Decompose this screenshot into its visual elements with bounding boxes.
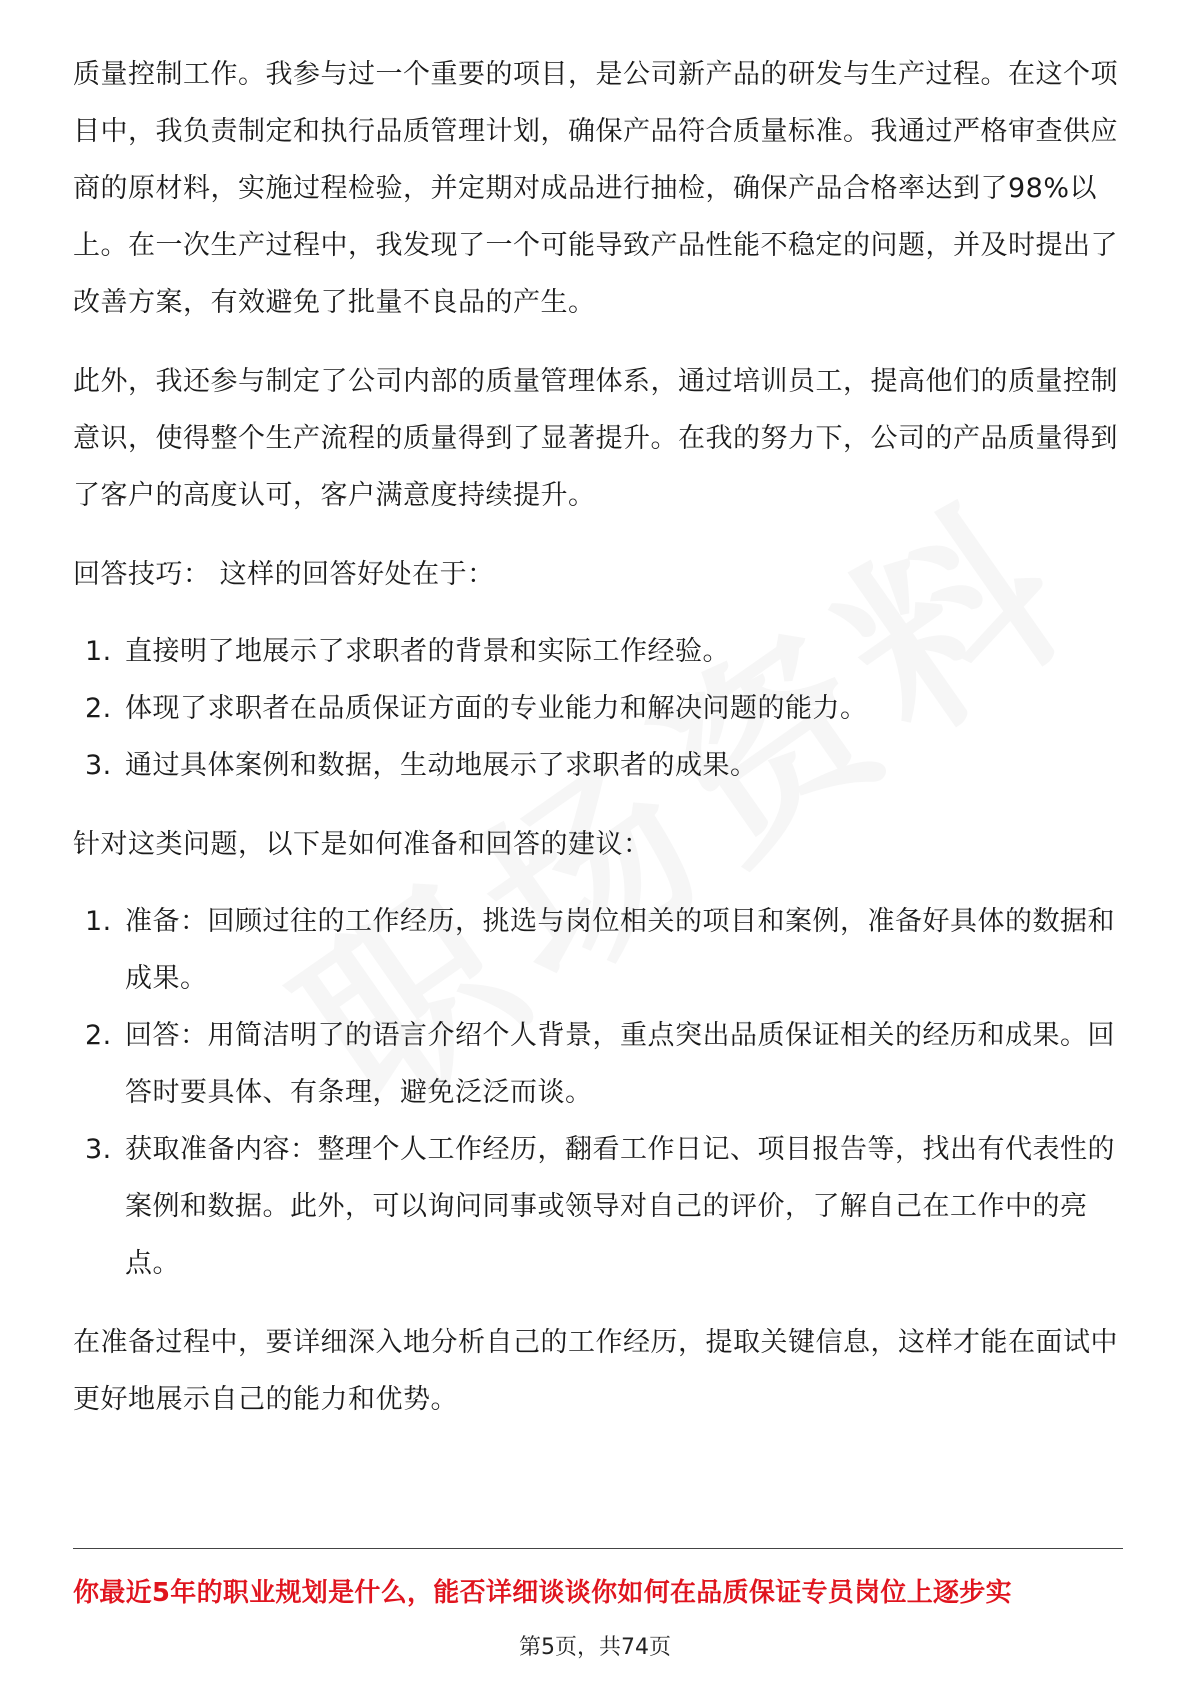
list-number: 3. bbox=[85, 1134, 112, 1165]
paragraph: 此外，我还参与制定了公司内部的质量管理体系，通过培训员工，提高他们的质量控制意识，使得整个生产流程的质量得到了显著提升。在我的努力下，公司的产品质量得到了客户的高度认可，客户满意度持续提升。 bbox=[73, 366, 1118, 511]
list-number: 2. bbox=[85, 693, 112, 724]
list-item bbox=[73, 680, 1123, 737]
advice-heading: 针对这类问题，以下是如何准备和回答的建议： bbox=[73, 829, 651, 860]
document-body bbox=[73, 46, 1123, 1450]
list-text: 体现了求职者在品质保证方面的专业能力和解决问题的能力。 bbox=[125, 693, 868, 724]
next-question-title: 你最近5年的职业规划是什么，能否详细谈谈你如何在品质保证专员岗位上逐步实 bbox=[73, 1578, 1012, 1608]
list-item bbox=[73, 623, 1123, 680]
list-text: 准备：回顾过往的工作经历，挑选与岗位相关的项目和案例，准备好具体的数据和成果。 bbox=[125, 906, 1115, 994]
paragraph: 质量控制工作。我参与过一个重要的项目，是公司新产品的研发与生产过程。在这个项目中，我负责制定和执行品质管理计划，确保产品符合质量标准。我通过严格审查供应商的原材料，实施过程检验，并定期对成品进行抽检，确保产品合格率达到了98%以上。在一次生产过程中，我发现了一个可能导致产品性能不稳定的问题，并及时提出了改善方案，有效避免了批量不良品的产生。 bbox=[73, 59, 1118, 318]
list-number: 3. bbox=[85, 750, 112, 781]
advice-list bbox=[73, 893, 1123, 1292]
list-item bbox=[73, 893, 1123, 1007]
list-text: 回答：用简洁明了的语言介绍个人背景，重点突出品质保证相关的经历和成果。回答时要具体、有条理，避免泛泛而谈。 bbox=[125, 1020, 1115, 1108]
list-item bbox=[73, 1121, 1123, 1292]
tips-list bbox=[73, 623, 1123, 794]
list-number: 2. bbox=[85, 1020, 112, 1051]
list-number: 1. bbox=[85, 906, 112, 937]
list-item bbox=[73, 1007, 1123, 1121]
tips-heading: 回答技巧： 这样的回答好处在于： bbox=[73, 559, 495, 590]
divider bbox=[73, 1548, 1123, 1549]
list-number: 1. bbox=[85, 636, 112, 667]
page-footer: 第5页，共74页 bbox=[519, 1635, 671, 1660]
list-text: 直接明了地展示了求职者的背景和实际工作经验。 bbox=[125, 636, 730, 667]
list-text: 获取准备内容：整理个人工作经历，翻看工作日记、项目报告等，找出有代表性的案例和数据。此外，可以询问同事或领导对自己的评价，了解自己在工作中的亮点。 bbox=[125, 1134, 1115, 1279]
list-item bbox=[73, 737, 1123, 794]
list-text: 通过具体案例和数据，生动地展示了求职者的成果。 bbox=[125, 750, 758, 781]
closing-paragraph: 在准备过程中，要详细深入地分析自己的工作经历，提取关键信息，这样才能在面试中更好地展示自己的能力和优势。 bbox=[73, 1327, 1118, 1415]
